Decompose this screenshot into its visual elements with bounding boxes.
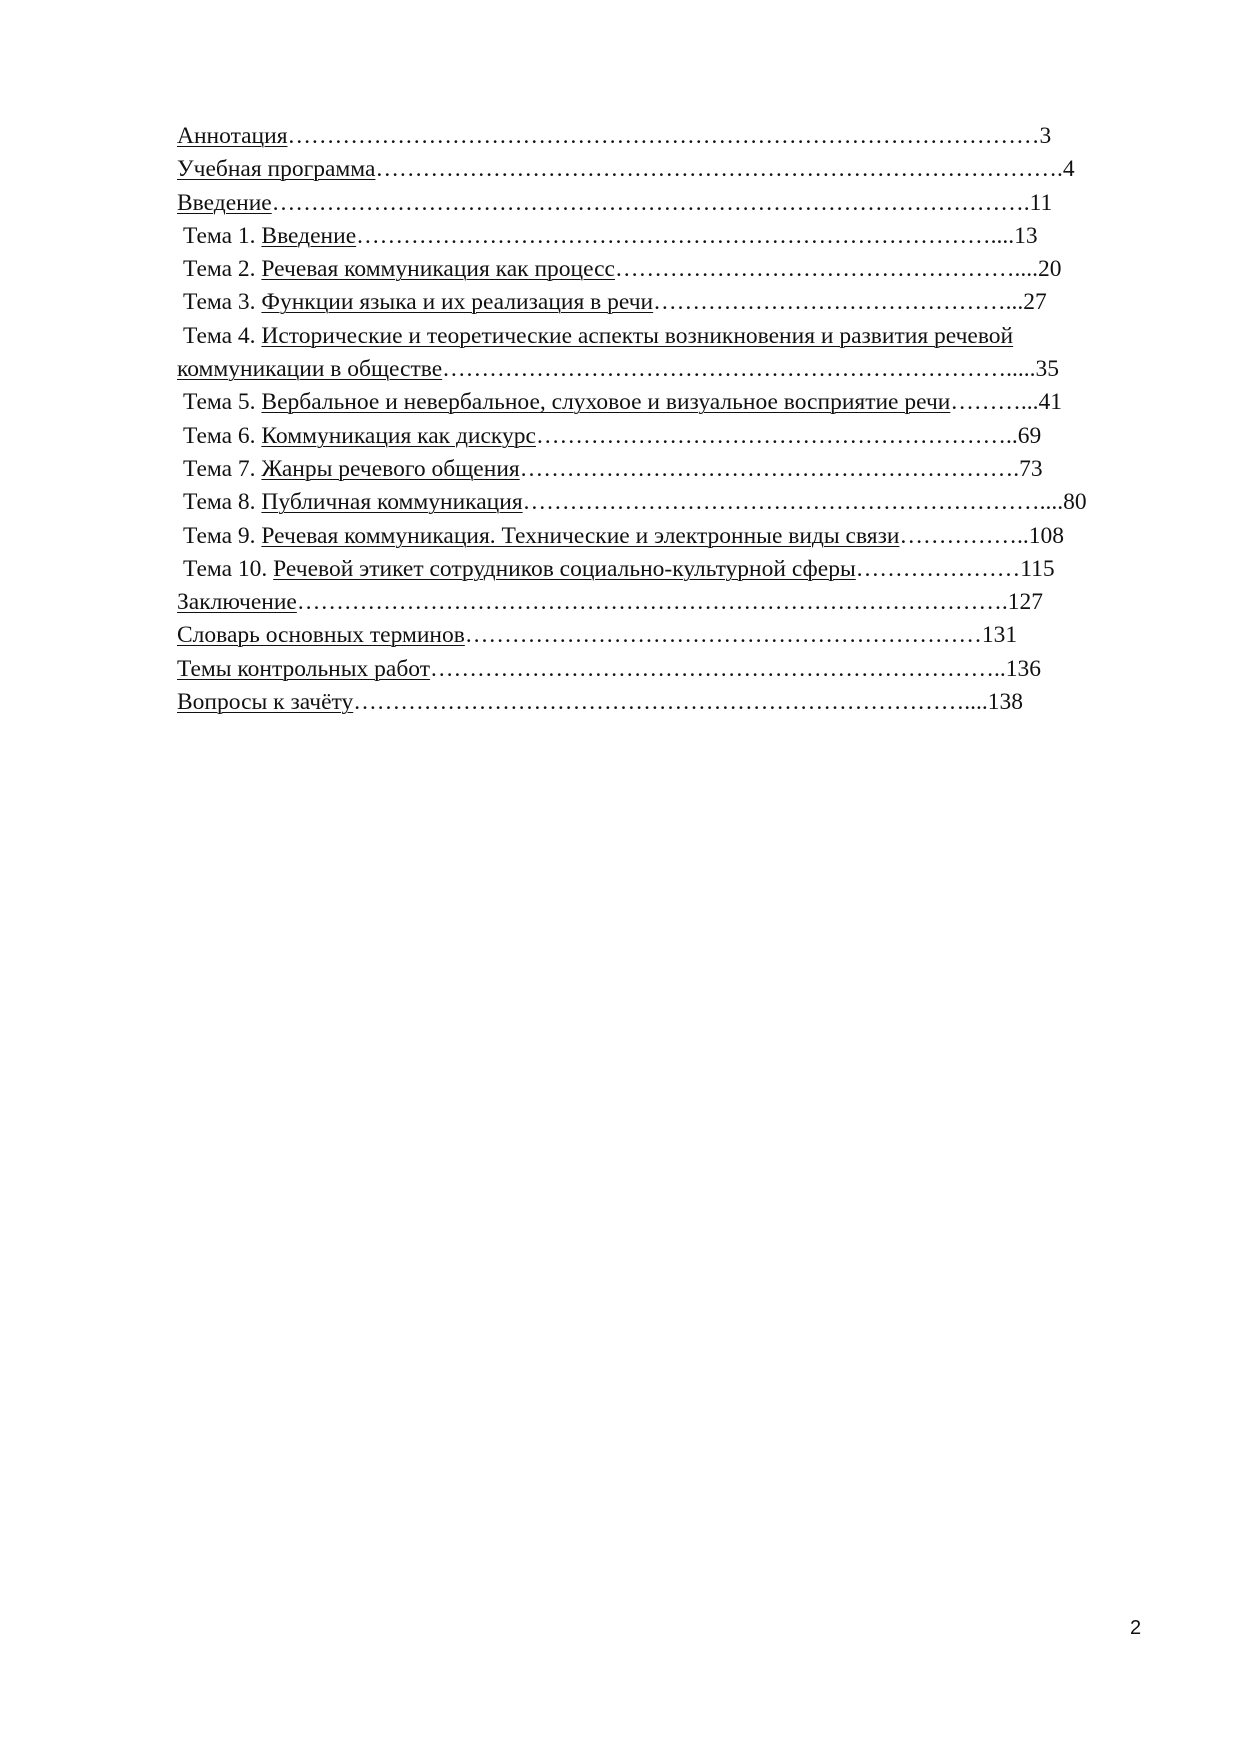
toc-leader: ………………………………………………………. (519, 455, 1020, 482)
toc-leader: ………………… (855, 555, 1021, 582)
toc-leader: ………………………………………………………… (464, 622, 982, 649)
toc-leader: ……………………………………….. (653, 289, 1018, 316)
toc-topic-prefix: Тема 10. (183, 555, 274, 582)
toc-link-topic-4[interactable]: Исторические и теоретические аспекты возникновения и развития речевой (261, 322, 1014, 349)
toc-entry-exam-questions (177, 686, 1137, 719)
toc-link-conclusion[interactable]: Заключение (177, 589, 297, 616)
toc-line (177, 320, 1137, 353)
toc-topic-prefix: Тема 5. (183, 389, 262, 416)
toc-page-number: .11 (1023, 189, 1053, 216)
toc-leader: ……………………………………………………………….. (442, 356, 1018, 383)
toc-page-number: .108 (1022, 522, 1064, 549)
toc-leader: ………………………………………………………………………………. (296, 589, 1008, 616)
toc-entry-test-topics (177, 653, 1137, 686)
toc-entry-topic-7 (177, 453, 1137, 486)
toc-leader: ……………………………………………………. (535, 422, 1012, 449)
toc-link-curriculum[interactable]: Учебная программа (177, 156, 376, 183)
toc-link-topic-9[interactable]: Речевая коммуникация. Технические и электронные виды связи (261, 522, 900, 549)
toc-page-number: .41 (1032, 389, 1062, 416)
toc-entry-topic-9 (177, 520, 1137, 553)
toc-leader: ……….. (950, 389, 1033, 416)
toc-entry-topic-2 (177, 253, 1137, 286)
toc-topic-prefix: Тема 3. (183, 289, 262, 316)
toc-leader: …………………………………………….. (614, 256, 1027, 283)
toc-entry-glossary (177, 619, 1137, 652)
toc-leader: …………………………………………………………………………………… (271, 189, 1024, 216)
toc-leader: …………………………………………………………………………………… (287, 123, 1040, 149)
toc-entry-topic-4 (177, 320, 1137, 387)
toc-topic-prefix: Тема 6. (183, 422, 262, 449)
toc-page-number: 127 (1007, 589, 1043, 616)
toc-link-topic-8[interactable]: Публичная коммуникация (261, 489, 523, 516)
toc-topic-prefix: Тема 2. (183, 256, 262, 283)
toc-page-number: ...35 (1017, 356, 1060, 383)
toc-entry-topic-5 (177, 386, 1137, 419)
toc-page-number: ..80 (1051, 489, 1087, 516)
toc-link-topic-10[interactable]: Речевой этикет сотрудников социально-культурной сферы (273, 555, 856, 582)
toc-topic-prefix: Тема 1. (183, 222, 262, 249)
toc-page-number: 131 (981, 622, 1018, 649)
toc-topic-prefix: Тема 8. (183, 489, 262, 516)
toc-page-number: ..13 (1002, 222, 1038, 249)
toc-link-annotation[interactable]: Аннотация (177, 123, 288, 149)
toc-link-topic-1[interactable]: Введение (261, 222, 357, 249)
toc-page-number: ..20 (1026, 256, 1062, 283)
table-of-contents (177, 120, 1137, 719)
toc-page-number: 73 (1019, 455, 1043, 482)
toc-page-number: 3 (1039, 123, 1052, 149)
toc-entry-topic-6 (177, 420, 1137, 453)
toc-entry-annotation (177, 120, 1137, 153)
toc-link-introduction[interactable]: Введение (177, 189, 272, 216)
toc-page-number: 115 (1020, 555, 1055, 582)
toc-link-topic-7[interactable]: Жанры речевого общения (261, 455, 520, 482)
toc-link-topic-6[interactable]: Коммуникация как дискурс (261, 422, 536, 449)
toc-link-exam-questions[interactable]: Вопросы к зачёту (177, 689, 354, 716)
toc-page-number: .27 (1017, 289, 1047, 316)
toc-leader: ……………. (899, 522, 1023, 549)
toc-page-number: .4 (1056, 156, 1075, 183)
toc-page-number: ..138 (975, 689, 1023, 716)
toc-entry-topic-10 (177, 553, 1137, 586)
toc-leader: ………………………………………………………………. (430, 655, 1000, 682)
toc-page-number: .136 (999, 655, 1042, 682)
toc-leader: ………………………………………………………….. (522, 489, 1052, 516)
toc-entry-topic-3 (177, 286, 1137, 319)
toc-entry-topic-8 (177, 486, 1137, 519)
toc-entry-curriculum (177, 153, 1137, 186)
toc-topic-prefix: Тема 4. (183, 322, 262, 349)
toc-entry-topic-1 (177, 220, 1137, 253)
toc-topic-prefix: Тема 7. (183, 455, 262, 482)
toc-link-test-topics[interactable]: Темы контрольных работ (177, 655, 431, 682)
toc-entry-introduction (177, 187, 1137, 220)
toc-leader: ……………………………………………………………………….. (356, 222, 1003, 249)
toc-link-topic-5[interactable]: Вербальное и невербальное, слуховое и визуальное восприятие речи (261, 389, 951, 416)
toc-link-topic-4-continued[interactable]: коммуникации в обществе (177, 356, 443, 383)
toc-page-number: .69 (1011, 422, 1042, 449)
page-number: 2 (1130, 1617, 1142, 1639)
toc-link-glossary[interactable]: Словарь основных терминов (177, 622, 465, 649)
toc-entry-conclusion (177, 586, 1137, 619)
toc-link-topic-3[interactable]: Функции языка и их реализация в речи (261, 289, 654, 316)
toc-link-topic-2[interactable]: Речевая коммуникация как процесс (261, 256, 615, 283)
toc-line (177, 353, 1137, 386)
toc-leader: …………………………………………………………………….. (353, 689, 976, 716)
toc-topic-prefix: Тема 9. (183, 522, 262, 549)
toc-leader: …………………………………………………………………………… (375, 156, 1057, 183)
